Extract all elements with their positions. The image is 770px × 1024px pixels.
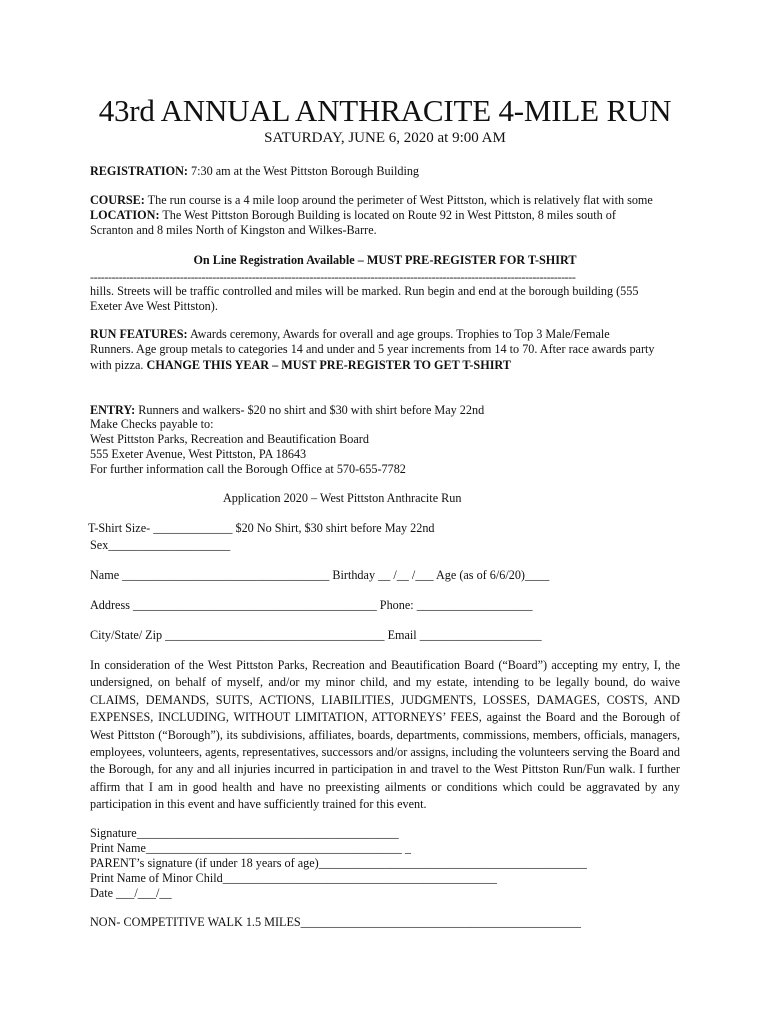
location-line-2: Scranton and 8 miles North of Kingston and Wilkes-Barre. bbox=[90, 223, 377, 237]
entry-line-5: For further information call the Borough Office at 570-655-7782 bbox=[90, 462, 406, 476]
print-name-field[interactable]: Print Name__________________________________________ _ bbox=[90, 841, 411, 855]
location-label: LOCATION: bbox=[90, 208, 160, 222]
walk-field[interactable]: NON- COMPETITIVE WALK 1.5 MILES______________________________________________ bbox=[90, 915, 581, 929]
registration-text: 7:30 am at the West Pittston Borough Building bbox=[187, 164, 420, 178]
application-heading: Application 2020 – West Pittston Anthracite Run bbox=[223, 491, 462, 505]
city-email-field[interactable]: City/State/ Zip ____________________________________ Email ____________________ bbox=[90, 628, 542, 642]
course-line bbox=[90, 192, 653, 208]
entry-line-2: Make Checks payable to: bbox=[90, 417, 214, 431]
parent-signature-field[interactable]: PARENT’s signature (if under 18 years of age)____________________________________________ bbox=[90, 856, 587, 870]
entry-line-4: 555 Exeter Avenue, West Pittston, PA 18643 bbox=[90, 447, 307, 461]
course-continued-2: Exeter Ave West Pittston). bbox=[90, 299, 218, 313]
page-title: 43rd ANNUAL ANTHRACITE 4-MILE RUN bbox=[98, 93, 672, 128]
change-notice: CHANGE THIS YEAR – MUST PRE-REGISTER TO GET T-SHIRT bbox=[146, 358, 511, 372]
waiver-paragraph: In consideration of the West Pittston Parks, Recreation and Beautification Board (“Board”) accepting my entry, I, the undersigned, on behalf of myself, and/or my minor child, and my estate, intending to be legally bound, do waive CLAIMS, DEMANDS, SUITS, ACTIONS, LIABILITIES, JUDGMENTS, LOSSES, DAMAGES, COSTS, AND EXPENSES, INCLUDING, WITHOUT LIMITATION, ATTORNEYS’ FEES, against the Board and the Borough of West Pittston (“Borough”), its subdivisions, affiliates, boards, departments, commissions, members, officials, managers, employees, volunteers, agents, representatives, successors and/or assigns, including the volunteers serving the Board and the Borough, for any and all injuries incurred in participation in and travel to the West Pittston Run/Fun walk. I further affirm that I am in good health and have no preexisting ailments or conditions which could be aggravated by any participation in this event and have sufficiently trained for this event. bbox=[90, 658, 680, 812]
tshirt-size-field[interactable]: T-Shirt Size- _____________ $20 No Shirt, $30 shirt before May 22nd bbox=[88, 521, 435, 535]
run-features-label: RUN FEATURES: bbox=[90, 327, 188, 341]
entry-line-1: ENTRY: Runners and walkers- $20 no shirt and $30 with shirt before May 22nd bbox=[90, 403, 485, 417]
sex-field[interactable]: Sex____________________ bbox=[90, 538, 231, 552]
location-text: The West Pittston Borough Building is located on Route 92 in West Pittston, 8 miles south of bbox=[159, 208, 616, 222]
registration-line bbox=[90, 163, 419, 179]
signature-field[interactable]: Signature___________________________________________ bbox=[90, 826, 399, 840]
entry-label: ENTRY: bbox=[90, 403, 136, 417]
name-birthday-age-field[interactable]: Name __________________________________ Birthday __ /__ /___ Age (as of 6/6/20)____ bbox=[90, 568, 550, 582]
event-date: SATURDAY, JUNE 6, 2020 at 9:00 AM bbox=[264, 130, 506, 146]
course-text: The run course is a 4 mile loop around the perimeter of West Pittston, which is relatively flat with some bbox=[144, 193, 653, 207]
date-field[interactable]: Date ___/___/__ bbox=[90, 886, 172, 900]
entry-line-3: West Pittston Parks, Recreation and Beautification Board bbox=[90, 432, 369, 446]
run-features-line-3: with pizza. CHANGE THIS YEAR – MUST PRE-REGISTER TO GET T-SHIRT bbox=[90, 358, 511, 372]
location-line bbox=[90, 207, 616, 223]
run-features-line-1: RUN FEATURES: Awards ceremony, Awards for overall and age groups. Trophies to Top 3 Male/Female bbox=[90, 327, 610, 341]
online-registration-notice: On Line Registration Available – MUST PRE-REGISTER FOR T-SHIRT bbox=[193, 253, 577, 267]
address-phone-field[interactable]: Address ________________________________________ Phone: ___________________ bbox=[90, 598, 533, 612]
minor-name-field[interactable]: Print Name of Minor Child_____________________________________________ bbox=[90, 871, 497, 885]
registration-label: REGISTRATION: bbox=[90, 164, 188, 178]
course-label: COURSE: bbox=[90, 193, 145, 207]
run-features-line-2: Runners. Age group metals to categories 14 and under and 5 year increments from 14 to 70. After race awards party bbox=[90, 342, 655, 356]
course-continued-1: hills. Streets will be traffic controlled and miles will be marked. Run begin and end at the borough building (555 bbox=[90, 284, 639, 298]
dashed-separator: --------------------------------------------------------------------------------------------------------------------------------------- bbox=[90, 270, 576, 284]
